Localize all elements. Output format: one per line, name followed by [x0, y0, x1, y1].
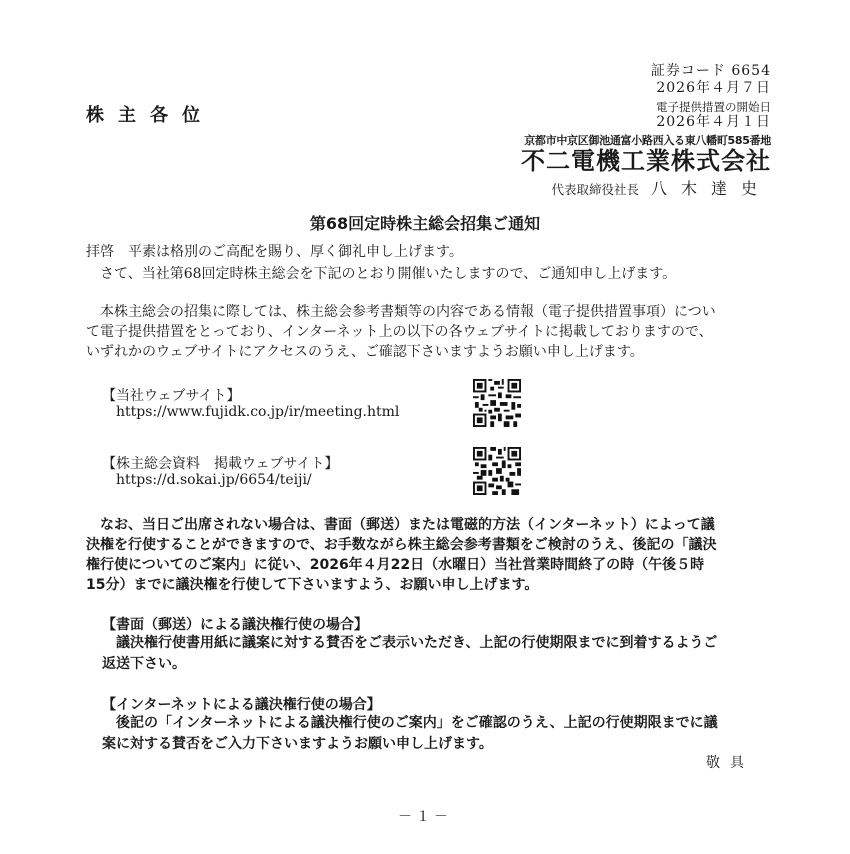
electronic-provision-paragraph: [86, 302, 716, 362]
representative: [551, 180, 771, 198]
greeting: 拝啓 平素は格別のご高配を賜り、厚く御礼申し上げます。: [86, 244, 463, 260]
internet-voting-heading: 【インターネットによる議決権行使の場合】: [102, 697, 381, 713]
rep-name: 八木達史: [650, 179, 771, 198]
addressee: 株主各位: [86, 105, 214, 126]
paragraph-line: 本株主総会の招集に際しては、株主総会参考書類等の内容である情報（電子提供措置事項）につい: [86, 304, 716, 320]
voting-paragraph: [86, 515, 776, 595]
rep-title: 代表取締役社長: [551, 182, 639, 197]
paragraph-line: て電子提供措置をとっており、インターネット上の以下の各ウェブサイトに掲載しておりますので、: [86, 324, 713, 340]
mail-voting-body: [102, 633, 717, 675]
website-label-company: 【当社ウェブサイト】: [102, 388, 241, 404]
paragraph-line: 議決権行使書用紙に議案に対する賛否をご表示いただき、上記の行使期限までに到着するようご: [102, 635, 718, 651]
notice-date: 2026年４月７日: [656, 80, 771, 96]
website-label-shareholder-materials: 【株主総会資料 掲載ウェブサイト】: [102, 456, 339, 472]
paragraph-line: 後記の「インターネットによる議決権行使のご案内」をご確認のうえ、上記の行使期限までに議: [102, 715, 718, 731]
page-number: －１－: [398, 809, 452, 825]
closing-remark: 敬具: [706, 755, 754, 771]
paragraph-line: 権行使についてのご案内」に従い、2026年４月22日（水曜日）当社営業時間終了の時（午後５時: [86, 557, 705, 573]
paragraph-line: なお、当日ご出席されない場合は、書面（郵送）または電磁的方法（インターネット）によって議: [86, 517, 715, 533]
mail-voting-heading: 【書面（郵送）による議決権行使の場合】: [102, 617, 368, 633]
paragraph-line: 決権を行使することができますので、お手数ながら株主総会参考書類をご検討のうえ、後記の「議決: [86, 537, 717, 553]
website-url-company[interactable]: https://www.fujidk.co.jp/ir/meeting.html: [116, 404, 400, 420]
paragraph-line: 案に対する賛否をご入力下さいますようお願い申し上げます。: [102, 736, 493, 752]
intro: さて、当社第68回定時株主総会を下記のとおり開催いたしますので、ご通知申し上げます。: [86, 266, 677, 282]
paragraph-line: いずれかのウェブサイトにアクセスのうえ、ご確認下さいますようお願い申し上げます。: [86, 344, 644, 360]
security-code: 証券コード 6654: [650, 63, 771, 79]
website-url-shareholder-materials[interactable]: https://d.sokai.jp/6654/teiji/: [116, 472, 312, 488]
document-title: 第68回定時株主総会招集ご通知: [309, 214, 541, 233]
electronic-start-label: 電子提供措置の開始日: [656, 100, 771, 114]
paragraph-line: 返送下さい。: [102, 656, 186, 672]
paragraph-line: 15分）までに議決権を行使して下さいますよう、お願い申し上げます。: [86, 577, 539, 593]
qr-code-icon: [473, 379, 521, 427]
company-address: 京都市中京区御池通富小路西入る東八幡町585番地: [524, 134, 771, 147]
qr-code-icon: [473, 447, 521, 495]
electronic-start-date: 2026年４月１日: [656, 114, 771, 130]
internet-voting-body: [102, 713, 718, 755]
company-name: 不二電機工業株式会社: [521, 147, 771, 175]
